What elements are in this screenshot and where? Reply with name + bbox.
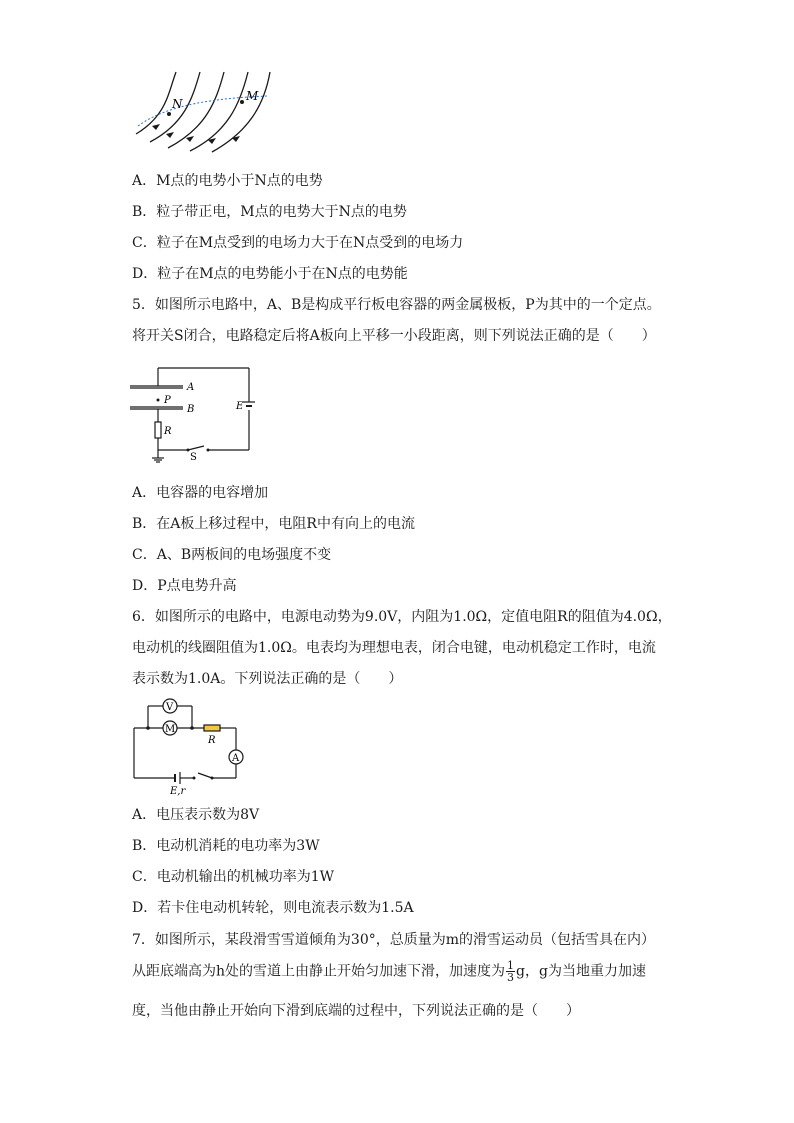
q7-stem-line2-before: 从距底端高为h处的雪道上由静止开始匀加速下滑，加速度为: [132, 963, 506, 980]
field-line: [136, 72, 176, 134]
point-n: [167, 112, 171, 116]
q4-option-c: C．粒子在M点受到的电场力大于在N点受到的电场力: [132, 235, 464, 251]
capacitor-circuit-figure: [128, 362, 258, 464]
q5-stem-line1: 5．如图所示电路中，A、B是构成平行板电容器的两金属极板，P为其中的一个定点。: [132, 297, 661, 313]
q6-option-c: C．电动机输出的机械功率为1W: [132, 869, 335, 885]
label-a: A: [187, 382, 195, 393]
q6-option-b: B．电动机消耗的电功率为3W: [132, 838, 320, 854]
label-p: P: [164, 395, 171, 406]
q4-option-b: B．粒子带正电，M点的电势大于N点的电势: [132, 204, 407, 220]
q5-stem-line2: 将开关S闭合，电路稳定后将A板向上平移一小段距离，则下列说法正确的是（ ）: [132, 328, 656, 344]
q4-option-d: D．粒子在M点的电势能小于在N点的电势能: [132, 266, 408, 282]
resistor-r: [204, 725, 220, 731]
point-p: [157, 399, 160, 402]
q7-stem-line1: 7．如图所示，某段滑雪雪道倾角为30°，总质量为m的滑雪运动员（包括雪具在内）: [132, 932, 655, 948]
label-e: E: [236, 401, 244, 412]
q4-option-a: A．M点的电势小于N点的电势: [132, 173, 323, 189]
label-v: V: [166, 702, 174, 713]
label-er: E,r: [170, 786, 186, 797]
q6-stem-line1: 6．如图所示的电路中，电源电动势为9.0V，内阻为1.0Ω，定值电阻R的阻值为4.0Ω，: [132, 609, 672, 625]
label-r: R: [164, 426, 172, 437]
q5-option-b: B．在A板上移过程中，电阻R中有向上的电流: [132, 516, 415, 532]
q7-stem-line3: 度，当他由静止开始向下滑到底端的过程中，下列说法正确的是（ ）: [132, 1003, 580, 1019]
q5-option-d: D．P点电势升高: [132, 578, 237, 594]
fraction-one-third: [506, 960, 515, 983]
label-b: B: [187, 404, 195, 415]
q6-stem-line2: 电动机的线圈阻值为1.0Ω。电表均为理想电表，闭合电键，电动机稳定工作时，电流: [132, 640, 656, 656]
label-m: M: [246, 89, 259, 103]
q6-stem-line3: 表示数为1.0A。下列说法正确的是（ ）: [132, 671, 403, 687]
fraction-numerator: 1: [507, 959, 515, 972]
label-a: A: [232, 753, 240, 764]
q7-stem-line2-after: g，g为当地重力加速: [516, 963, 646, 980]
label-s: S: [190, 452, 197, 463]
field-line: [190, 72, 248, 151]
label-n: N: [172, 97, 183, 111]
field-lines-figure: [128, 66, 278, 154]
q7-stem-line2: [132, 960, 646, 983]
q5-option-a: A．电容器的电容增加: [132, 485, 269, 501]
motor-circuit-figure: [128, 694, 258, 798]
label-r: R: [208, 735, 216, 746]
label-m: M: [165, 724, 176, 735]
fraction-denominator: 3: [507, 971, 515, 984]
point-m: [240, 100, 244, 104]
q5-option-c: C．A、B两板间的电场强度不变: [132, 547, 332, 563]
q6-option-a: A．电压表示数为8V: [132, 807, 260, 823]
q6-option-d: D．若卡住电动机转轮，则电流表示数为1.5A: [132, 900, 414, 916]
